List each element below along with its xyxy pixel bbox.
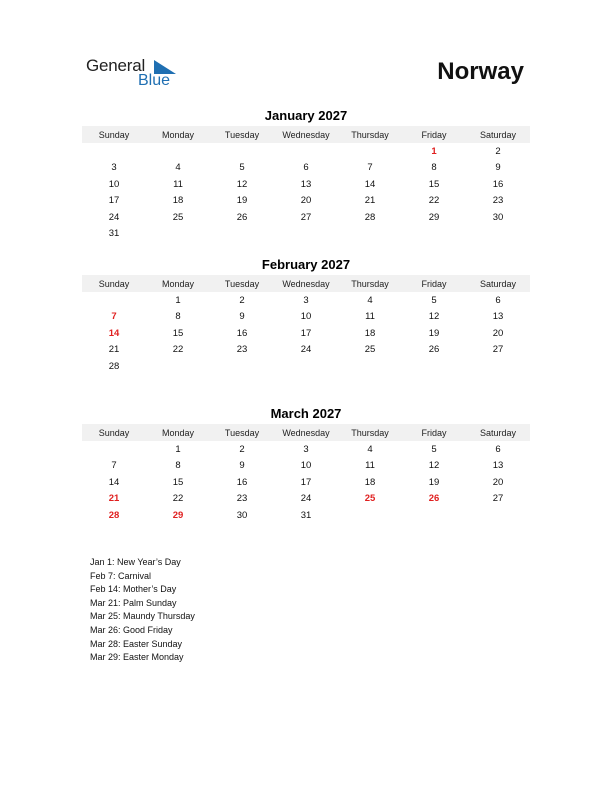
day-cell: 27: [492, 493, 504, 505]
day-cell: 13: [492, 460, 504, 472]
day-cell: 28: [108, 509, 120, 521]
weekday-label: Friday: [421, 427, 447, 438]
day-cell: 20: [492, 476, 504, 488]
week-row: [82, 507, 530, 524]
day-cell: 29: [172, 509, 184, 521]
weekday-label: Sunday: [98, 427, 130, 438]
day-cell: 7: [111, 460, 117, 472]
day-cell: 26: [428, 344, 440, 356]
week-row: [82, 342, 530, 359]
day-cell: 18: [364, 476, 376, 488]
month-title: March 2027: [270, 406, 342, 421]
day-cell: 17: [108, 195, 120, 207]
day-cell: 3: [111, 162, 117, 174]
holiday-entry: Feb 14: Mother’s Day: [90, 584, 177, 595]
day-cell: 7: [367, 162, 373, 174]
day-cell: 9: [495, 162, 501, 174]
day-cell: 11: [173, 178, 183, 190]
day-cell: 1: [431, 145, 437, 157]
weekday-label: Tuesday: [224, 278, 260, 289]
weekday-label: Saturday: [479, 129, 517, 140]
day-cell: 9: [239, 460, 245, 472]
weekday-label: Sunday: [98, 278, 130, 289]
day-cell: 4: [367, 294, 373, 306]
holiday-entry: Mar 29: Easter Monday: [90, 652, 184, 663]
weekday-label: Wednesday: [282, 278, 330, 289]
week-row: [82, 474, 530, 491]
day-cell: 3: [303, 443, 309, 455]
day-cell: 16: [236, 476, 248, 488]
day-cell: 25: [364, 493, 376, 505]
week-row: [82, 441, 530, 458]
day-cell: 5: [431, 443, 437, 455]
month-title: January 2027: [264, 108, 348, 123]
day-cell: 20: [492, 327, 504, 339]
week-row: [82, 358, 530, 375]
day-cell: 12: [428, 311, 440, 323]
day-cell: 12: [236, 178, 248, 190]
day-cell: 23: [236, 344, 248, 356]
day-cell: 19: [428, 476, 440, 488]
day-cell: 15: [172, 327, 184, 339]
day-cell: 18: [172, 195, 184, 207]
weekday-label: Friday: [421, 129, 447, 140]
day-cell: 31: [108, 228, 120, 240]
day-cell: 14: [108, 327, 120, 339]
month-block: [82, 107, 530, 242]
day-cell: 24: [300, 344, 312, 356]
day-cell: 24: [300, 493, 312, 505]
logo-general-text: General: [86, 56, 146, 75]
holiday-list: [90, 556, 195, 665]
weekday-label: Wednesday: [282, 129, 330, 140]
week-row: [82, 458, 530, 475]
month-title: February 2027: [261, 257, 351, 272]
day-cell: 23: [236, 493, 248, 505]
holiday-entry: Jan 1: New Year’s Day: [90, 557, 181, 567]
day-cell: 28: [364, 211, 376, 223]
day-cell: 13: [300, 178, 312, 190]
generalblue-logo: [86, 56, 186, 92]
day-cell: 10: [300, 460, 312, 472]
day-cell: 26: [428, 493, 440, 505]
weekday-header: [82, 126, 530, 143]
day-cell: 18: [364, 327, 376, 339]
weekday-label: Thursday: [351, 427, 389, 438]
day-cell: 5: [431, 294, 437, 306]
holiday-entry: Mar 28: Easter Sunday: [90, 638, 183, 649]
day-cell: 14: [108, 476, 120, 488]
day-cell: 12: [428, 460, 440, 472]
day-cell: 3: [303, 294, 309, 306]
day-cell: 10: [300, 311, 312, 323]
week-row: [82, 143, 530, 160]
country-title: Norway: [437, 58, 524, 85]
week-row: [82, 226, 530, 243]
week-row: [82, 309, 530, 326]
weekday-label: Tuesday: [224, 427, 260, 438]
month-block: [82, 256, 530, 375]
weekday-label: Sunday: [98, 129, 130, 140]
holiday-entry: Mar 25: Maundy Thursday: [90, 611, 195, 622]
weekday-label: Saturday: [479, 278, 517, 289]
day-cell: 17: [300, 476, 312, 488]
weekday-header: [82, 275, 530, 292]
day-cell: 5: [239, 162, 245, 174]
day-cell: 1: [175, 443, 181, 455]
week-row: [82, 292, 530, 309]
month-block: [82, 405, 530, 524]
week-row: [82, 325, 530, 342]
day-cell: 2: [239, 294, 245, 306]
day-cell: 25: [172, 211, 184, 223]
weekday-label: Saturday: [479, 427, 517, 438]
weekday-label: Tuesday: [224, 129, 260, 140]
day-cell: 2: [495, 145, 501, 157]
day-cell: 16: [492, 178, 504, 190]
day-cell: 10: [108, 178, 120, 190]
day-cell: 29: [428, 211, 440, 223]
day-cell: 6: [495, 294, 501, 306]
day-cell: 17: [300, 327, 312, 339]
day-cell: 26: [236, 211, 248, 223]
day-cell: 9: [239, 311, 245, 323]
logo-blue-text: Blue: [138, 72, 171, 89]
weekday-label: Monday: [161, 427, 195, 438]
day-cell: 31: [300, 509, 312, 521]
day-cell: 22: [428, 195, 440, 207]
day-cell: 21: [108, 344, 120, 356]
day-cell: 11: [365, 460, 375, 472]
day-cell: 11: [365, 311, 375, 323]
holiday-entry: Mar 21: Palm Sunday: [90, 597, 177, 608]
day-cell: 23: [492, 195, 504, 207]
weekday-label: Wednesday: [282, 427, 330, 438]
day-cell: 30: [492, 211, 504, 223]
day-cell: 22: [172, 344, 184, 356]
day-cell: 6: [495, 443, 501, 455]
week-row: [82, 209, 530, 226]
holiday-entry: Mar 26: Good Friday: [90, 624, 173, 635]
day-cell: 7: [111, 311, 117, 323]
day-cell: 22: [172, 493, 184, 505]
day-cell: 19: [428, 327, 440, 339]
day-cell: 15: [172, 476, 184, 488]
day-cell: 16: [236, 327, 248, 339]
weekday-label: Monday: [161, 129, 195, 140]
day-cell: 4: [367, 443, 373, 455]
week-row: [82, 160, 530, 177]
day-cell: 8: [431, 162, 437, 174]
day-cell: 25: [364, 344, 376, 356]
day-cell: 27: [300, 211, 312, 223]
day-cell: 14: [364, 178, 376, 190]
day-cell: 8: [175, 460, 181, 472]
day-cell: 21: [364, 195, 376, 207]
week-row: [82, 193, 530, 210]
day-cell: 6: [303, 162, 309, 174]
day-cell: 4: [175, 162, 181, 174]
day-cell: 1: [175, 294, 181, 306]
day-cell: 24: [108, 211, 120, 223]
weekday-label: Thursday: [351, 278, 389, 289]
holiday-entry: Feb 7: Carnival: [90, 570, 152, 581]
weekday-header: [82, 424, 530, 441]
day-cell: 20: [300, 195, 312, 207]
day-cell: 15: [428, 178, 440, 190]
day-cell: 13: [492, 311, 504, 323]
day-cell: 19: [236, 195, 248, 207]
day-cell: 27: [492, 344, 504, 356]
weekday-label: Friday: [421, 278, 447, 289]
day-cell: 8: [175, 311, 181, 323]
day-cell: 28: [108, 360, 120, 372]
week-row: [82, 491, 530, 508]
weekday-label: Thursday: [351, 129, 389, 140]
weekday-label: Monday: [161, 278, 195, 289]
day-cell: 30: [236, 509, 248, 521]
week-row: [82, 176, 530, 193]
day-cell: 21: [108, 493, 120, 505]
day-cell: 2: [239, 443, 245, 455]
